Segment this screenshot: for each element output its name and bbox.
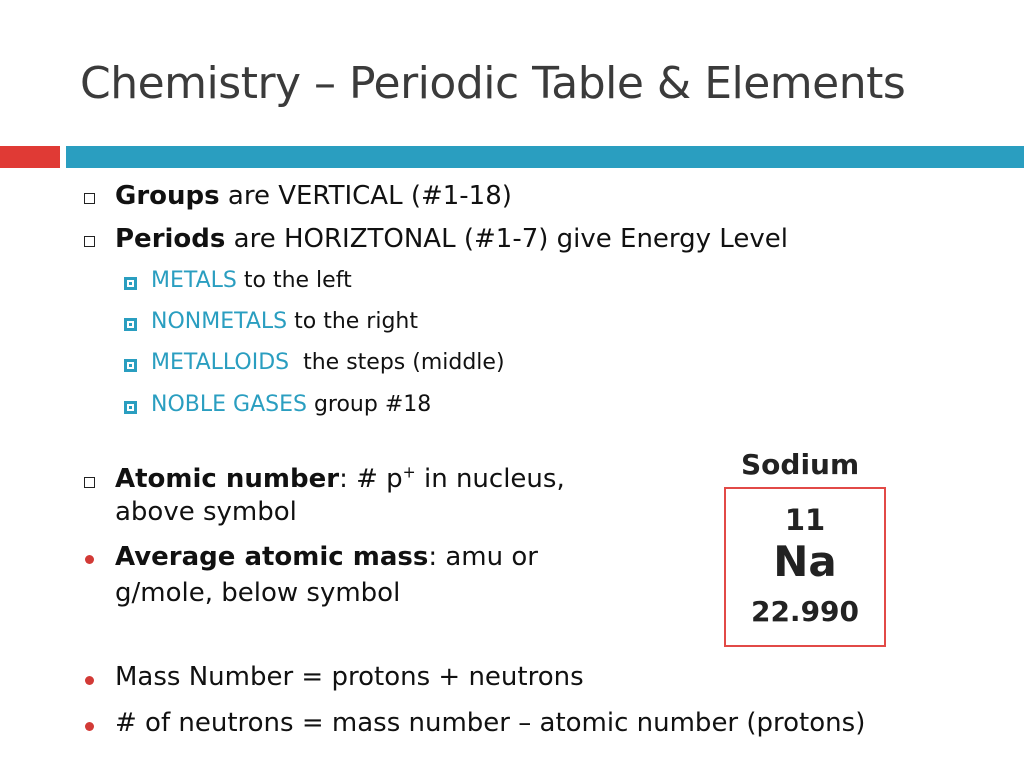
proton-charge-sup: +	[402, 463, 416, 482]
element-symbol: Na	[773, 537, 837, 586]
dot-bullet-icon	[85, 676, 94, 685]
sub-bullet-icon	[124, 277, 137, 290]
bullet-atomic-number	[115, 464, 565, 494]
nonmetals-term: NONMETALS	[151, 309, 288, 334]
dot-bullet-icon	[85, 555, 94, 564]
sub-bullet-icon	[124, 318, 137, 331]
bullet-average-atomic-mass	[115, 542, 538, 572]
metalloids-text: the steps (middle)	[289, 350, 505, 375]
bullet-mass-number: Mass Number = protons + neutrons	[115, 662, 584, 692]
sub-bullet-icon	[124, 359, 137, 372]
atomic-number-term: Atomic number	[115, 464, 340, 494]
sub-item-nonmetals	[151, 309, 418, 334]
sub-bullet-icon	[124, 401, 137, 414]
sub-item-noble-gases	[151, 392, 431, 417]
slide-title: Chemistry – Periodic Table & Elements	[80, 58, 906, 109]
atomic-number-mid: : # p	[339, 464, 403, 494]
sub-item-metalloids	[151, 350, 505, 375]
dot-bullet-icon	[85, 722, 94, 731]
metals-text: to the left	[236, 268, 352, 293]
nonmetals-text: to the right	[287, 309, 418, 334]
element-card	[724, 487, 886, 647]
square-bullet-icon	[84, 193, 95, 204]
atomic-number-text: in nucleus,	[415, 464, 565, 494]
noble-gases-text: group #18	[306, 392, 432, 417]
bullet-periods	[115, 224, 788, 254]
groups-text: are VERTICAL (#1-18)	[219, 181, 512, 211]
metalloids-term: METALLOIDS	[151, 350, 290, 375]
teal-accent-bar	[66, 146, 1024, 168]
sub-item-metals	[151, 268, 352, 293]
red-accent-bar	[0, 146, 60, 168]
avg-mass-term: Average atomic mass	[115, 542, 429, 572]
bullet-neutrons: # of neutrons = mass number – atomic number (protons)	[115, 708, 866, 738]
periods-term: Periods	[115, 224, 226, 254]
element-card-caption: Sodium	[741, 448, 860, 481]
element-atomic-mass: 22.990	[750, 595, 860, 628]
square-bullet-icon	[84, 236, 95, 247]
metals-term: METALS	[151, 268, 237, 293]
avg-mass-line2: g/mole, below symbol	[115, 578, 401, 608]
square-bullet-icon	[84, 477, 95, 488]
periods-text: are HORIZTONAL (#1-7) give Energy Level	[225, 224, 788, 254]
avg-mass-text: : amu or	[428, 542, 538, 572]
noble-gases-term: NOBLE GASES	[151, 392, 307, 417]
groups-term: Groups	[115, 181, 220, 211]
bullet-groups	[115, 181, 512, 211]
atomic-number-line2: above symbol	[115, 497, 297, 527]
element-atomic-number: 11	[784, 503, 826, 537]
